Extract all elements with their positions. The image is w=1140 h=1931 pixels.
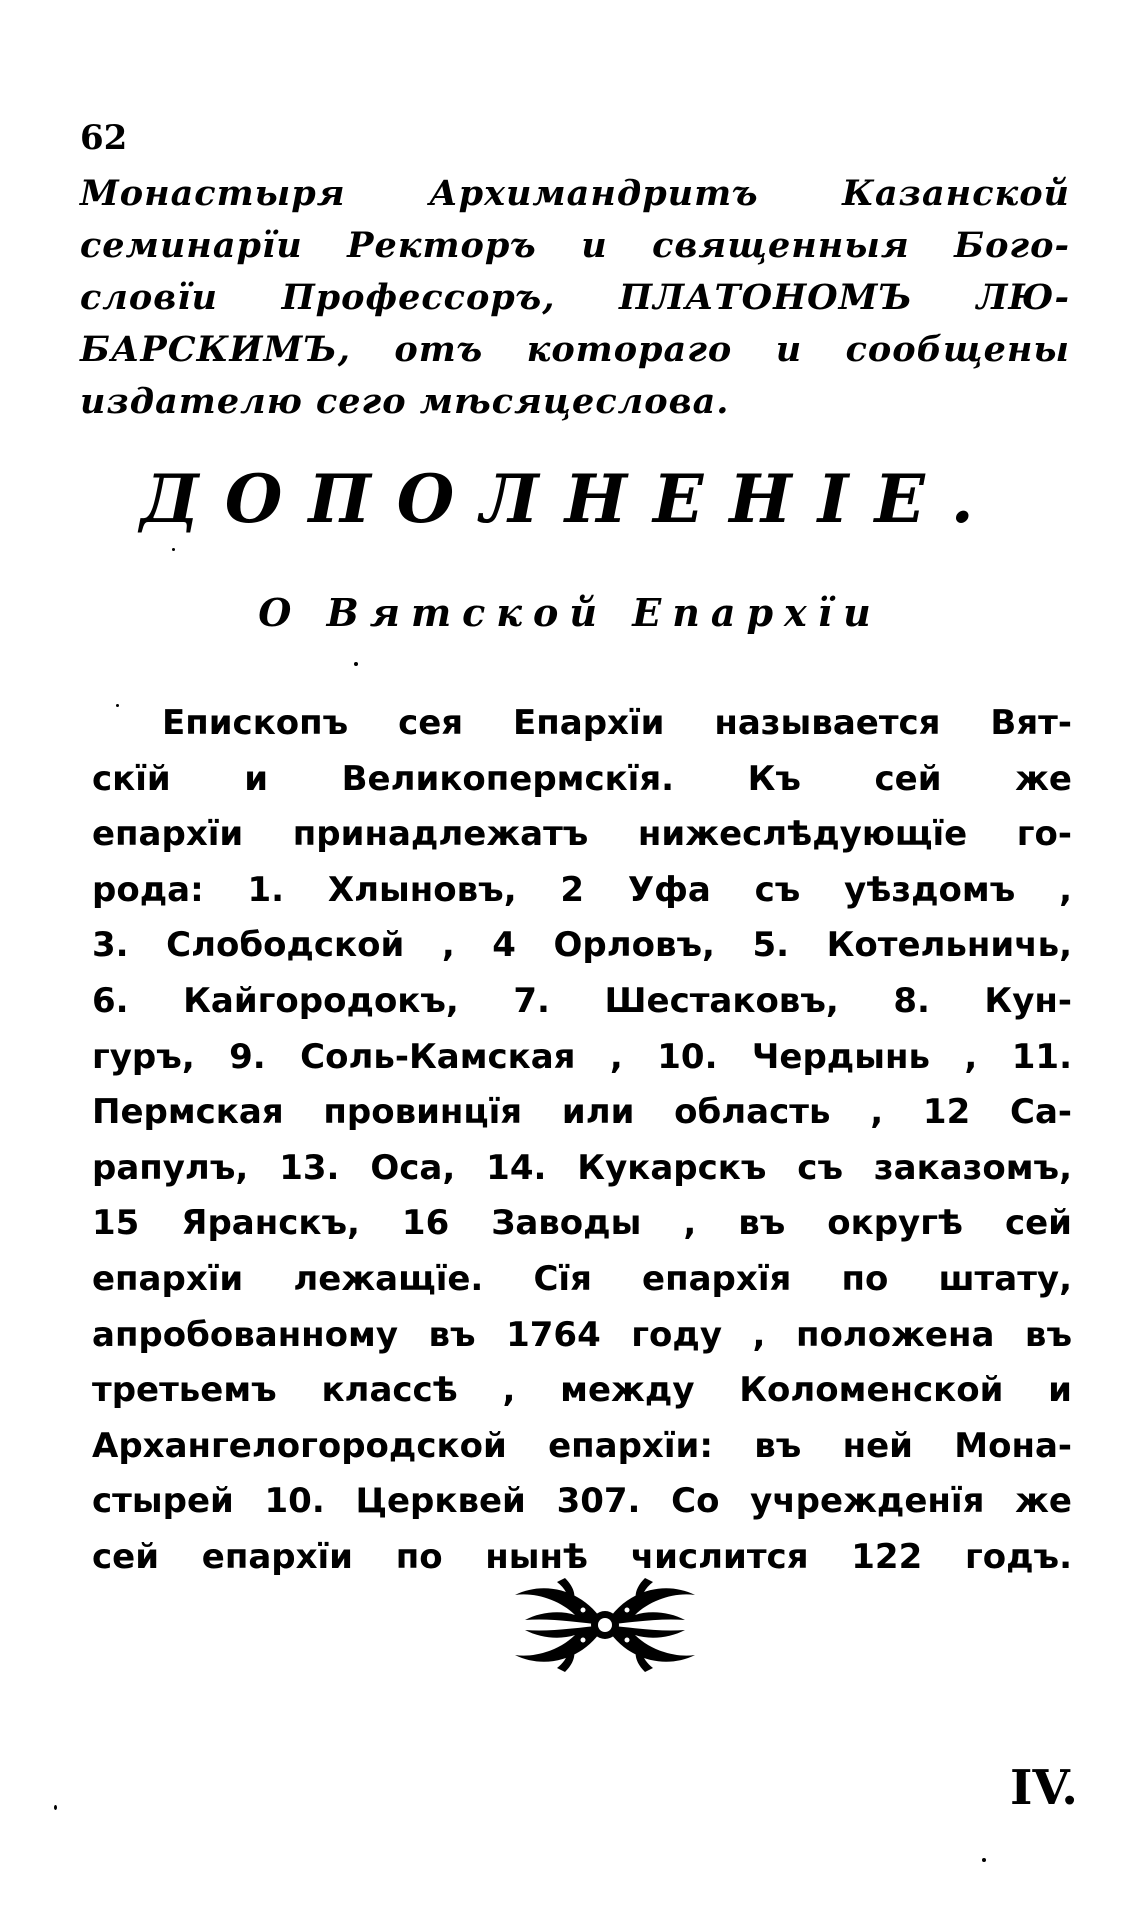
section-title: ДОПОЛНЕНIЕ. — [140, 460, 1000, 538]
paragraph-line: словїи Профессоръ, ПЛАТОНОМЪ ЛЮ- — [80, 277, 1070, 318]
page-number: 62 — [80, 118, 128, 158]
print-speck — [982, 1858, 986, 1862]
signature-mark: IV. — [1010, 1760, 1079, 1816]
body-paragraph — [92, 696, 1072, 1586]
section-subtitle: О Вятской Епархїи — [258, 590, 882, 635]
body-line: Архангелогородской епархїи: въ ней Мона- — [92, 1425, 1072, 1466]
body-line: третьемъ классѣ , между Коломенской и — [92, 1370, 1072, 1411]
paragraph-line: Монастыря Архимандритъ Казанской — [80, 173, 1070, 214]
continuation-paragraph — [80, 168, 1070, 428]
print-speck — [354, 662, 358, 666]
paragraph-line: БАРСКИМЪ, отъ котораго и сообщены — [80, 329, 1070, 370]
body-line: рапулъ, 13. Оса, 14. Кукарскъ съ заказомъ, — [92, 1147, 1072, 1188]
body-line: скїй и Великопермскїя. Къ сей же — [92, 758, 1072, 799]
body-line: епархїи лежащїе. Сїя епархїя по штату, — [92, 1258, 1072, 1299]
print-speck — [54, 1805, 57, 1810]
print-speck — [172, 548, 175, 551]
body-line: стырей 10. Церквей 307. Со учрежденїя же — [92, 1481, 1072, 1522]
body-line: Пермская провинцїя или область , 12 Са- — [92, 1092, 1072, 1133]
body-line: епархїи принадлежатъ нижеслѣдующїе го- — [92, 814, 1072, 855]
body-line: 6. Кайгородокъ, 7. Шестаковъ, 8. Кун- — [92, 980, 1072, 1021]
body-line: апробованному въ 1764 году , положена въ — [92, 1314, 1072, 1355]
paragraph-line: семинарїи Ректоръ и священныя Бого- — [80, 225, 1070, 266]
body-line: 3. Слободской , 4 Орловъ, 5. Котельничь, — [92, 925, 1072, 966]
paragraph-line: издателю сего мѣсяцеслова. — [80, 381, 730, 422]
body-line: Епископъ сея Епархїи называется Вят- — [162, 703, 1072, 743]
print-speck — [116, 704, 119, 707]
body-line: гуръ, 9. Соль-Камская , 10. Чердынь , 11. — [92, 1036, 1072, 1077]
ornament-icon — [505, 1570, 705, 1680]
body-line: рода: 1. Хлыновъ, 2 Уфа съ уѣздомъ , — [92, 869, 1072, 910]
body-line: сей епархїи по нынѣ числится 122 годъ. — [92, 1536, 1072, 1577]
body-line: 15 Яранскъ, 16 Заводы , въ округѣ сей — [92, 1203, 1072, 1244]
